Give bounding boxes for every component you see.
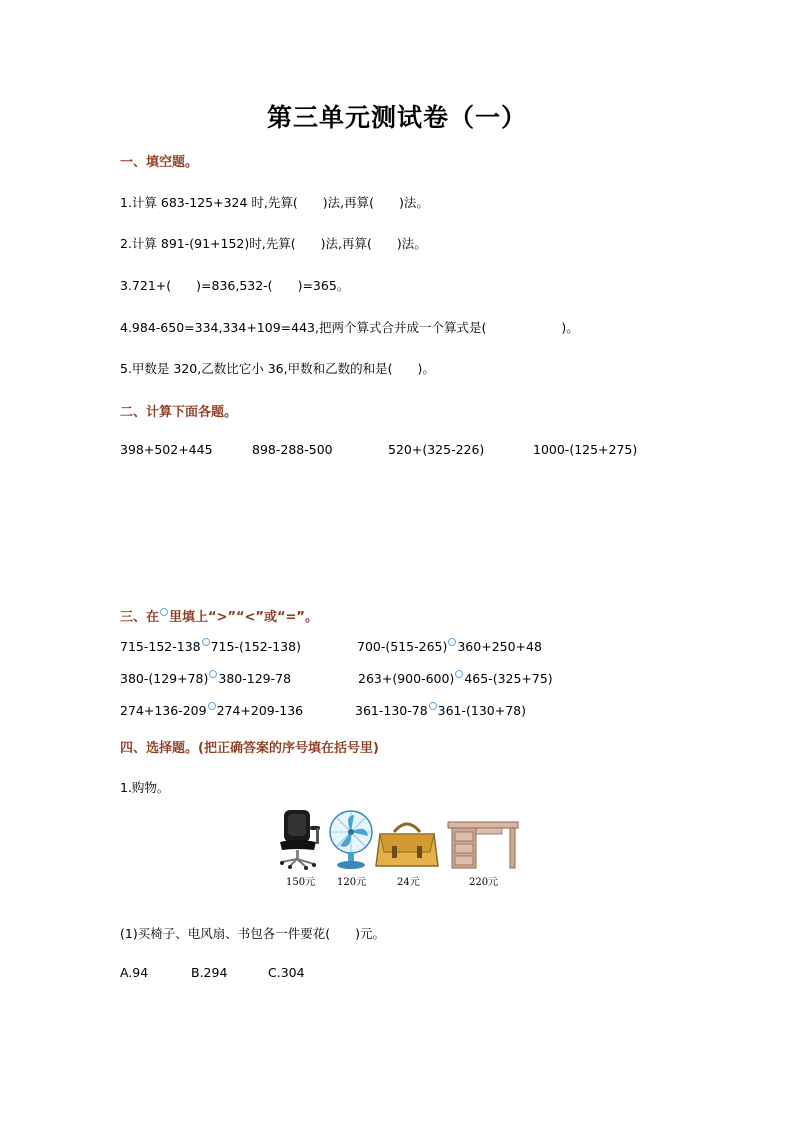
- option-b[interactable]: B.294: [191, 965, 228, 980]
- section-calculate-heading: 二、计算下面各题。: [120, 405, 238, 420]
- answer-circle-icon[interactable]: [208, 702, 216, 710]
- heading-prefix: 三、在: [120, 610, 160, 625]
- page-title: 第三单元测试卷（一）: [266, 103, 527, 132]
- section-fill-in-heading: 一、填空题。: [120, 155, 199, 170]
- question-3: 3.721+( )=836,532-( )=365。: [120, 278, 350, 293]
- answer-circle-icon: [160, 608, 168, 616]
- desk-icon: [446, 820, 520, 870]
- section-compare-heading: [120, 606, 318, 625]
- price-label: 150元: [286, 877, 316, 888]
- option-c[interactable]: C.304: [268, 965, 305, 980]
- answer-circle-icon[interactable]: [429, 702, 437, 710]
- section-choice-heading: 四、选择题。(把正确答案的序号填在括号里): [120, 741, 379, 756]
- option-a[interactable]: A.94: [120, 965, 149, 980]
- compare-item: 700-(515-265) 360+250+48: [357, 639, 542, 654]
- compare-item: 715-152-138 715-(152-138): [120, 639, 301, 654]
- answer-circle-icon[interactable]: [209, 670, 217, 678]
- question-1: 1.计算 683-125+324 时,先算( )法,再算( )法。: [120, 195, 429, 210]
- calc-expression: 398+502+445: [120, 442, 213, 457]
- question-2: 2.计算 891-(91+152)时,先算( )法,再算( )法。: [120, 236, 427, 251]
- compare-item: 361-130-78 361-(130+78): [355, 703, 527, 718]
- calc-expression: 1000-(125+275): [533, 442, 638, 457]
- price-label: 220元: [469, 877, 499, 888]
- answer-circle-icon[interactable]: [455, 670, 463, 678]
- question-shopping: 1.购物。: [120, 780, 170, 795]
- price-label: 120元: [337, 877, 367, 888]
- compare-item: 274+136-209 274+209-136: [120, 703, 304, 718]
- answer-circle-icon[interactable]: [448, 638, 456, 646]
- school-bag-icon: [374, 822, 440, 870]
- compare-item: 263+(900-600) 465-(325+75): [358, 671, 553, 686]
- calc-expression: 898-288-500: [252, 442, 333, 457]
- compare-item: 380-(129+78) 380-129-78: [120, 671, 292, 686]
- question-4: 4.984-650=334,334+109=443,把两个算式合并成一个算式是( )。: [120, 320, 579, 335]
- calc-expression: 520+(325-226): [388, 442, 485, 457]
- heading-suffix: 里填上“>”“<”或“=”。: [169, 610, 318, 625]
- sub-question-1: (1)买椅子、电风扇、书包各一件要花( )元。: [120, 926, 385, 941]
- answer-circle-icon[interactable]: [202, 638, 210, 646]
- office-chair-icon: [276, 808, 326, 870]
- question-5: 5.甲数是 320,乙数比它小 36,甲数和乙数的和是( )。: [120, 361, 435, 376]
- electric-fan-icon: [326, 810, 376, 870]
- price-label: 24元: [397, 877, 420, 888]
